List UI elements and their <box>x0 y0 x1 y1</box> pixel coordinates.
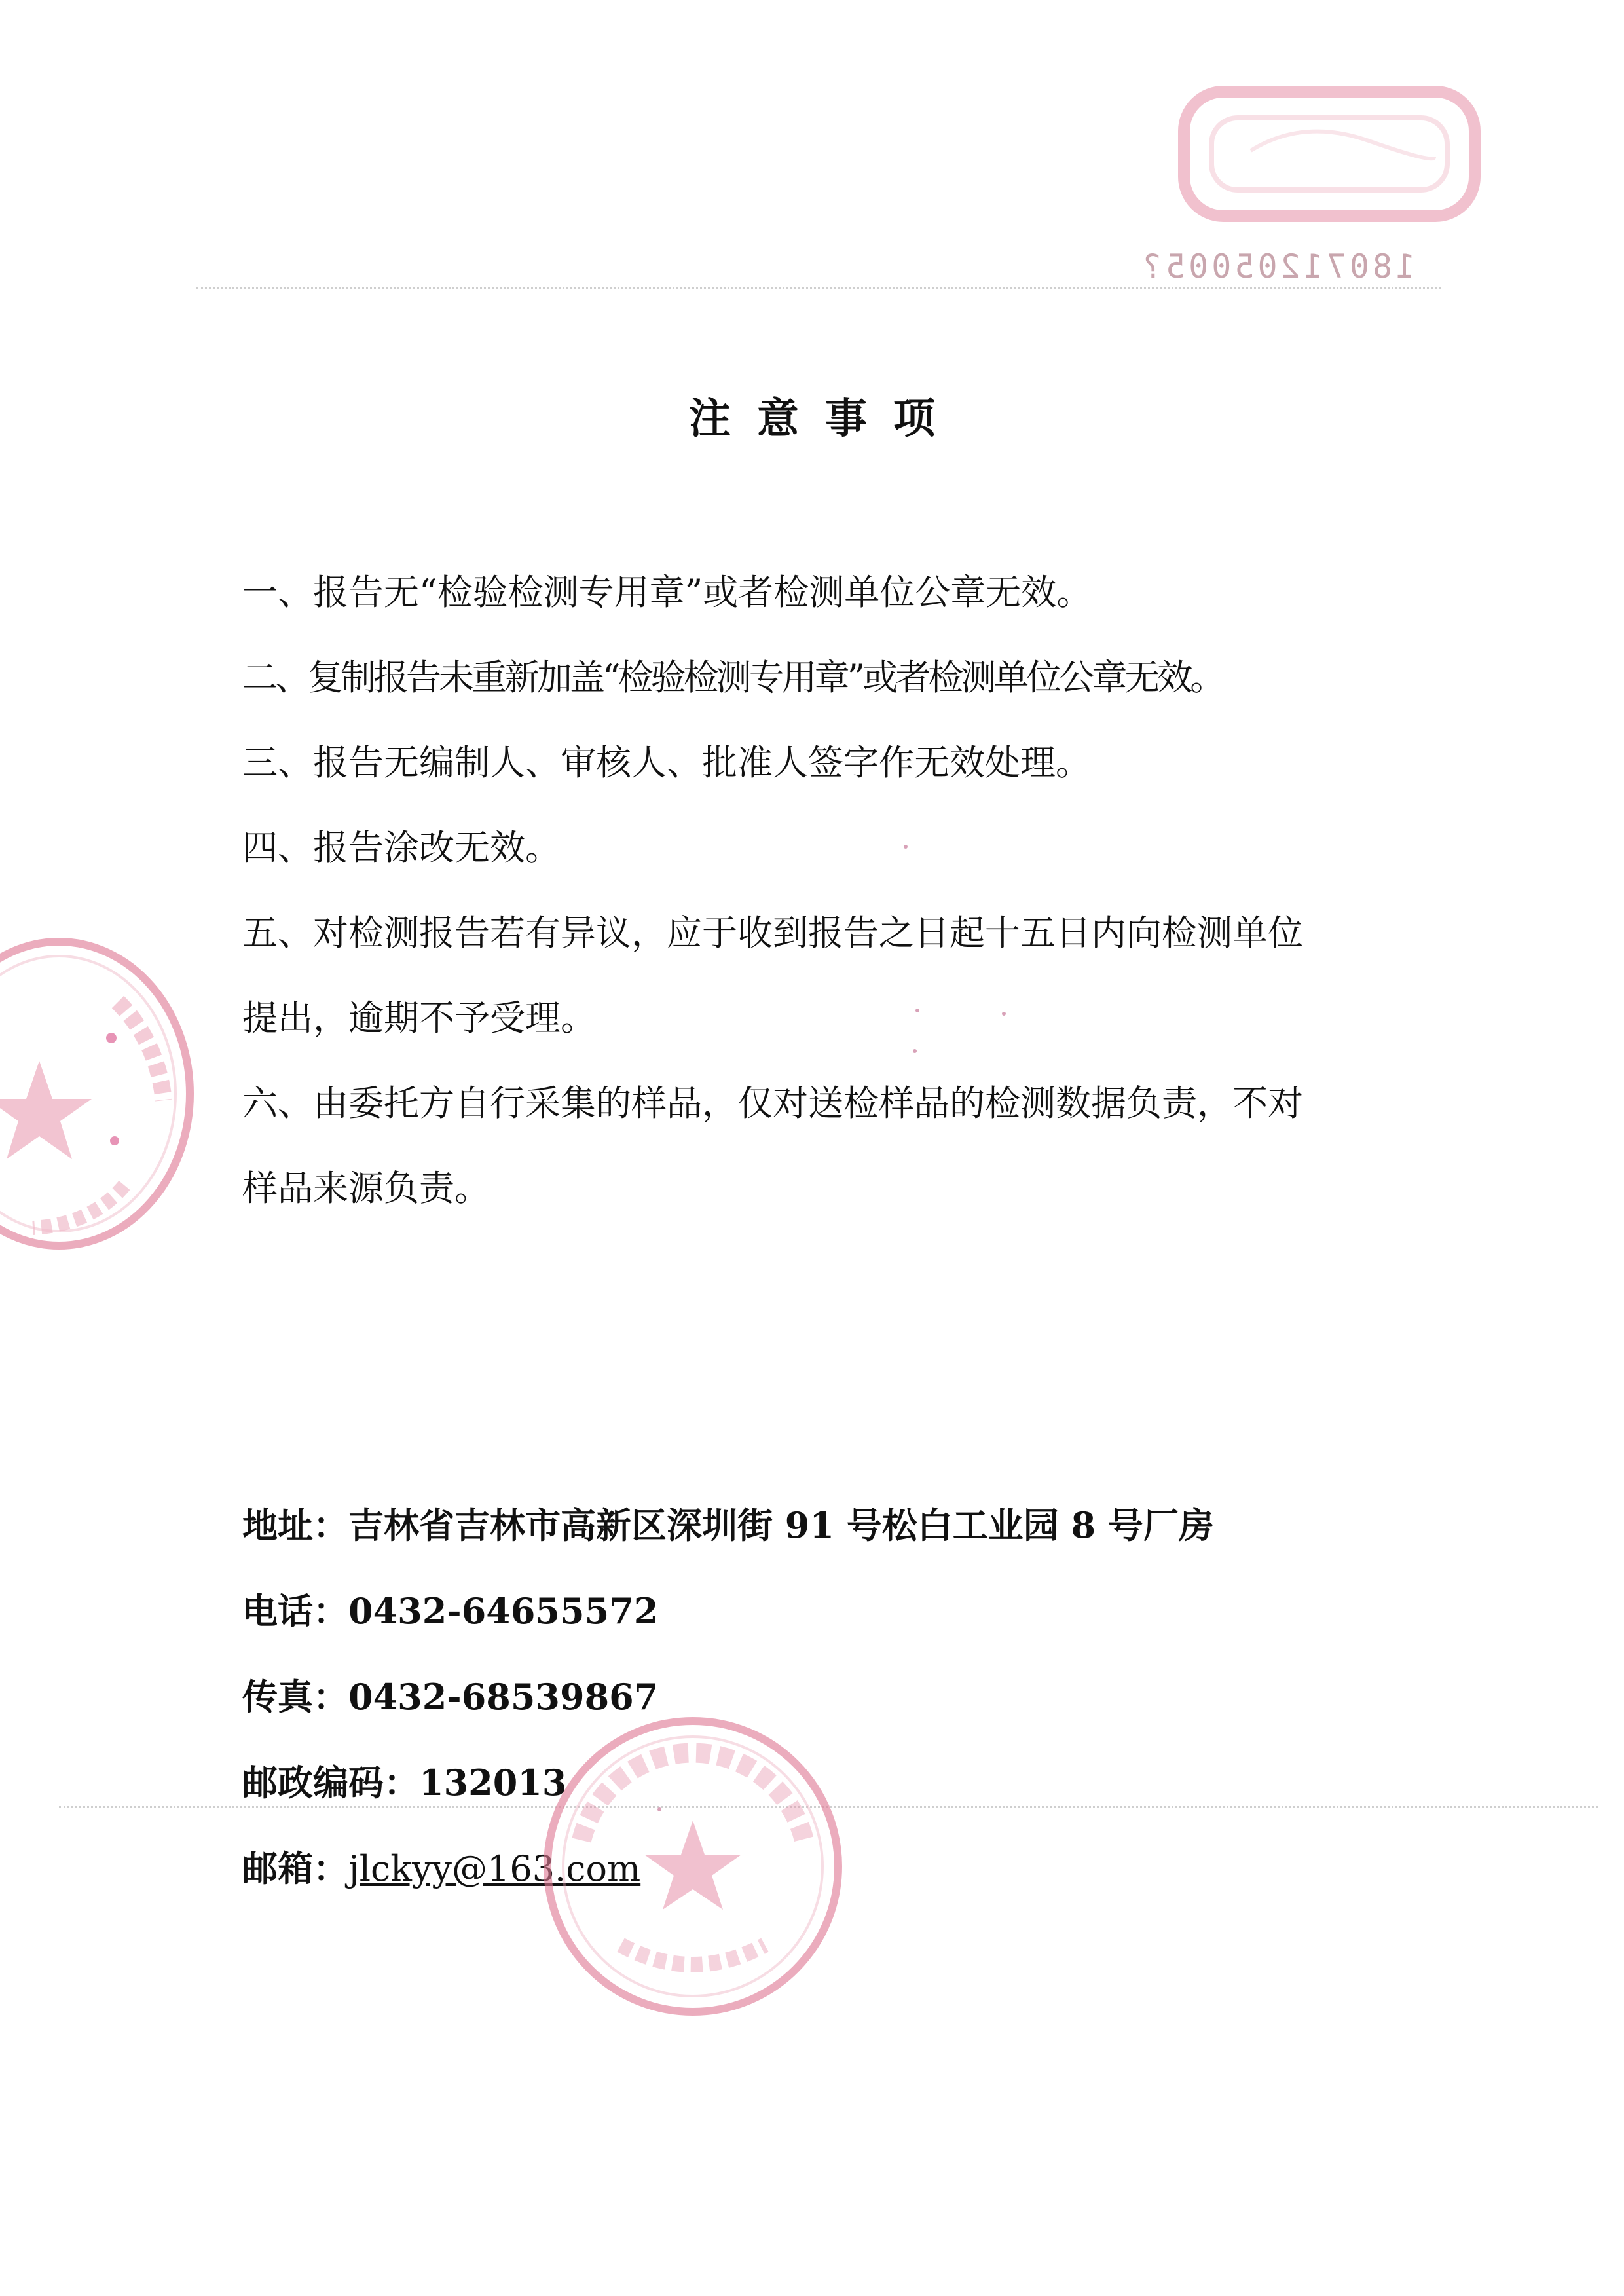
phone-value: 0432-64655572 <box>348 1590 659 1632</box>
notice-list <box>242 550 1395 1231</box>
scan-speck <box>913 1049 917 1053</box>
postcode-value: 132013 <box>419 1762 567 1804</box>
bottom-seal <box>536 1709 850 2024</box>
notice-item: 六、由委托方自行采集的样品，仅对送检样品的检测数据负责，不对 <box>242 1083 1303 1124</box>
fax-label: 传真： <box>242 1676 348 1718</box>
star-icon <box>0 1061 92 1159</box>
top-stamp <box>1172 79 1486 229</box>
email-link[interactable]: jlckyy@163.com <box>348 1848 641 1889</box>
serial-number: 18071205005? <box>1139 248 1416 286</box>
notice-item: 一、报告无“检验检测专用章”或者检测单位公章无效。 <box>242 572 1092 613</box>
notice-item: 样品来源负责。 <box>242 1168 490 1209</box>
notice-item: 五、对检测报告若有异议，应于收到报告之日起十五日内向检测单位 <box>242 912 1303 954</box>
scan-speck <box>657 1807 661 1811</box>
postcode-label: 邮政编码： <box>242 1762 419 1804</box>
scan-speck <box>1002 1012 1006 1016</box>
notice-item: 提出，逾期不予受理。 <box>242 997 596 1039</box>
scan-speck <box>904 845 908 849</box>
fax-value: 0432-68539867 <box>348 1676 659 1718</box>
notice-item: 三、报告无编制人、审核人、批准人签字作无效处理。 <box>242 742 1091 783</box>
notice-item: 二、复制报告未重新加盖“检验检测专用章”或者检测单位公章无效。 <box>242 657 1223 698</box>
address-value: 吉林省吉林市高新区深圳街 91 号松白工业园 8 号厂房 <box>348 1504 1214 1546</box>
scan-line-top <box>196 287 1441 289</box>
page-title: 注意事项 <box>689 395 961 443</box>
left-seal <box>0 930 203 1257</box>
address-line <box>242 1483 1395 1568</box>
email-label: 邮箱： <box>242 1847 348 1889</box>
notice-item: 四、报告涂改无效。 <box>242 827 561 868</box>
address-label: 地址： <box>242 1504 348 1546</box>
phone-line <box>242 1568 1395 1654</box>
star-icon <box>644 1821 741 1910</box>
phone-label: 电话： <box>242 1590 348 1632</box>
scan-speck <box>915 1009 919 1012</box>
